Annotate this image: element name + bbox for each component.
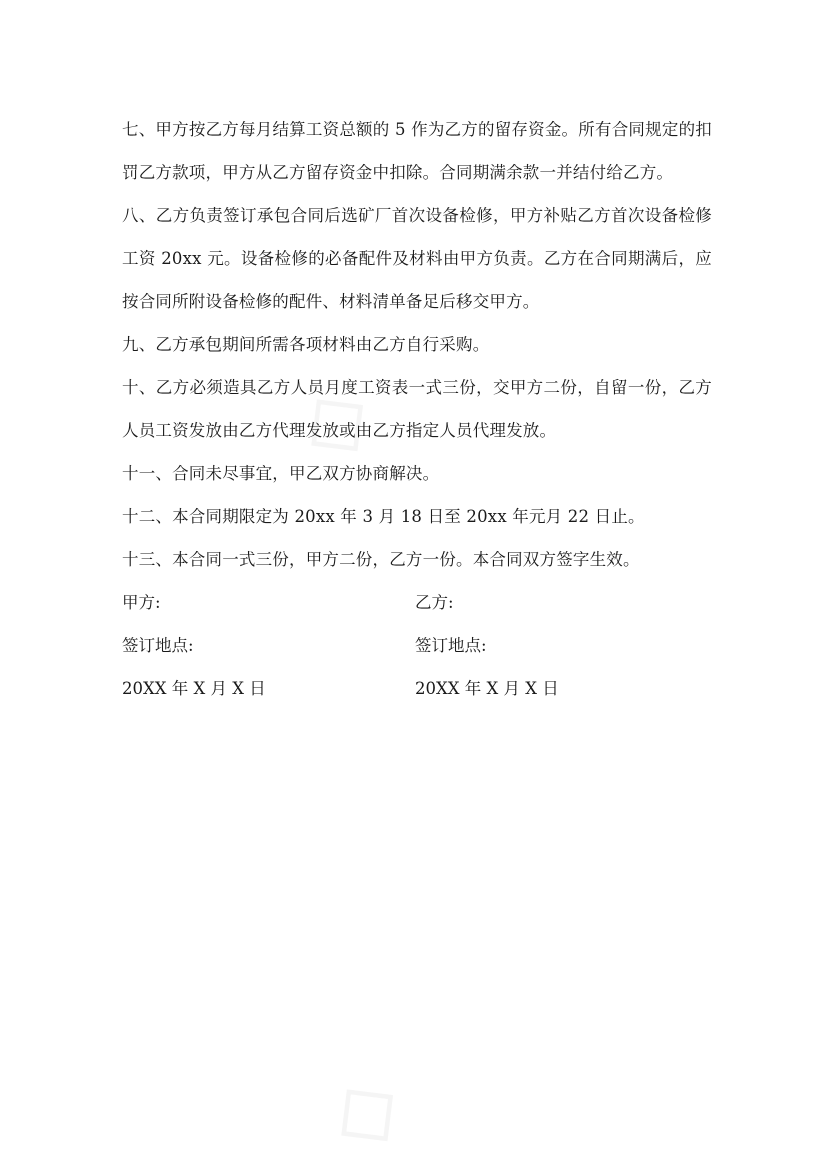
clause-9: 九、乙方承包期间所需各项材料由乙方自行采购。	[122, 335, 490, 354]
signature-party-row	[122, 581, 712, 624]
party-a-date: 20XX 年 X 月 X 日	[122, 679, 266, 698]
signature-place-row	[122, 624, 712, 667]
clause-13: 十三、本合同一式三份，甲方二份，乙方一份。本合同双方签字生效。	[122, 550, 640, 569]
clause-7: 七、甲方按乙方每月结算工资总额的 5 作为乙方的留存资金。所有合同规定的扣罚乙方款项，甲方从乙方留存资金中扣除。合同期满余款一并结付给乙方。	[122, 120, 712, 182]
contract-body	[122, 108, 712, 710]
watermark: ◇	[306, 1050, 420, 1170]
clause-11: 十一、合同未尽事宜，甲乙双方协商解决。	[122, 464, 440, 483]
party-b-date: 20XX 年 X 月 X 日	[415, 679, 559, 698]
watermark: ◇	[276, 360, 390, 480]
party-a-label: 甲方:	[122, 593, 161, 612]
clause-12: 十二、本合同期限定为 20xx 年 3 月 18 日至 20xx 年元月 22 日止。	[122, 507, 645, 526]
clause-10: 十、乙方必须造具乙方人员月度工资表一式三份，交甲方二份，自留一份，乙方人员工资发放由乙方代理发放或由乙方指定人员代理发放。	[122, 378, 712, 440]
clause-8: 八、乙方负责签订承包合同后选矿厂首次设备检修，甲方补贴乙方首次设备检修工资 20xx 元。设备检修的必备配件及材料由甲方负责。乙方在合同期满后，应按合同所附设备检修的配件、材料清单备足后移交甲方。	[122, 206, 712, 311]
party-a-place-label: 签订地点:	[122, 636, 194, 655]
signature-date-row	[122, 667, 712, 710]
party-b-place-label: 签订地点:	[415, 636, 487, 655]
party-b-label: 乙方:	[415, 593, 454, 612]
